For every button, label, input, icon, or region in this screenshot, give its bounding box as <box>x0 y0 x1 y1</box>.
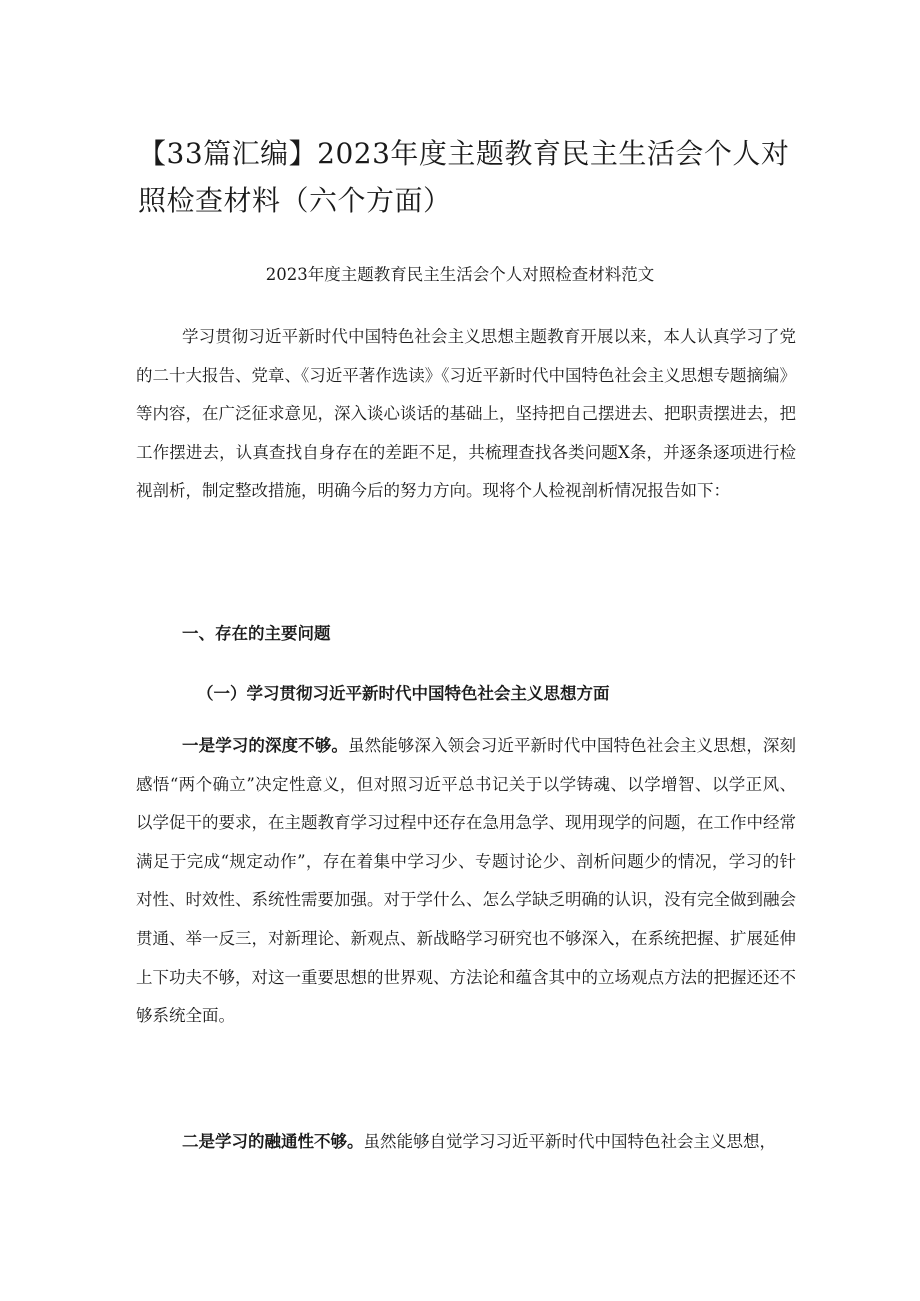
point-two-paragraph <box>136 1123 796 1162</box>
document-subtitle: 2023年度主题教育民主生活会个人对照检查材料范文 <box>265 265 655 284</box>
point-one-paragraph <box>136 727 796 1036</box>
document-title: 【33篇汇编】2023年度主题教育民主生活会个人对照检查材料（六个方面） <box>138 137 790 217</box>
point-one-lead: 一是学习的深度不够。 <box>182 736 348 755</box>
section-heading: 一、存在的主要问题 <box>182 624 331 643</box>
subsection-heading: （一）学习贯彻习近平新时代中国特色社会主义思想方面 <box>197 684 610 703</box>
intro-paragraph: 学习贯彻习近平新时代中国特色社会主义思想主题教育开展以来，本人认真学习了党的二十大报告、党章、《习近平著作选读》《习近平新时代中国特色社会主义思想专题摘编》等内容，在广泛征求意见，深入谈心谈话的基础上，坚持把自己摆进去、把职责摆进去，把工作摆进去，认真查找自身存在的差距不足，共梳理查找各类问题X条，并逐条逐项进行检视剖析，制定整改措施，明确今后的努力方向。现将个人检视剖析情况报告如下： <box>136 327 796 501</box>
point-two-lead: 二是学习的融通性不够。 <box>182 1132 364 1151</box>
point-one-text: 虽然能够深入领会习近平新时代中国特色社会主义思想，深刻感悟“两个确立”决定性意义，但对照习近平总书记关于以学铸魂、以学增智、以学正风、以学促干的要求，在主题教育学习过程中还存在急用急学、现用现学的问题，在工作中经常满足于完成“规定动作”，存在着集中学习少、专题讨论少、剖析问题少的情况，学习的针对性、时效性、系统性需要加强。对于学什么、怎么学缺乏明确的认识，没有完全做到融会贯通、举一反三，对新理论、新观点、新战略学习研究也不够深入，在系统把握、扩展延伸上下功夫不够，对这一重要思想的世界观、方法论和蕴含其中的立场观点方法的把握还还不够系统全面。 <box>136 736 797 1026</box>
point-two-text: 虽然能够自觉学习习近平新时代中国特色社会主义思想， <box>363 1132 776 1151</box>
